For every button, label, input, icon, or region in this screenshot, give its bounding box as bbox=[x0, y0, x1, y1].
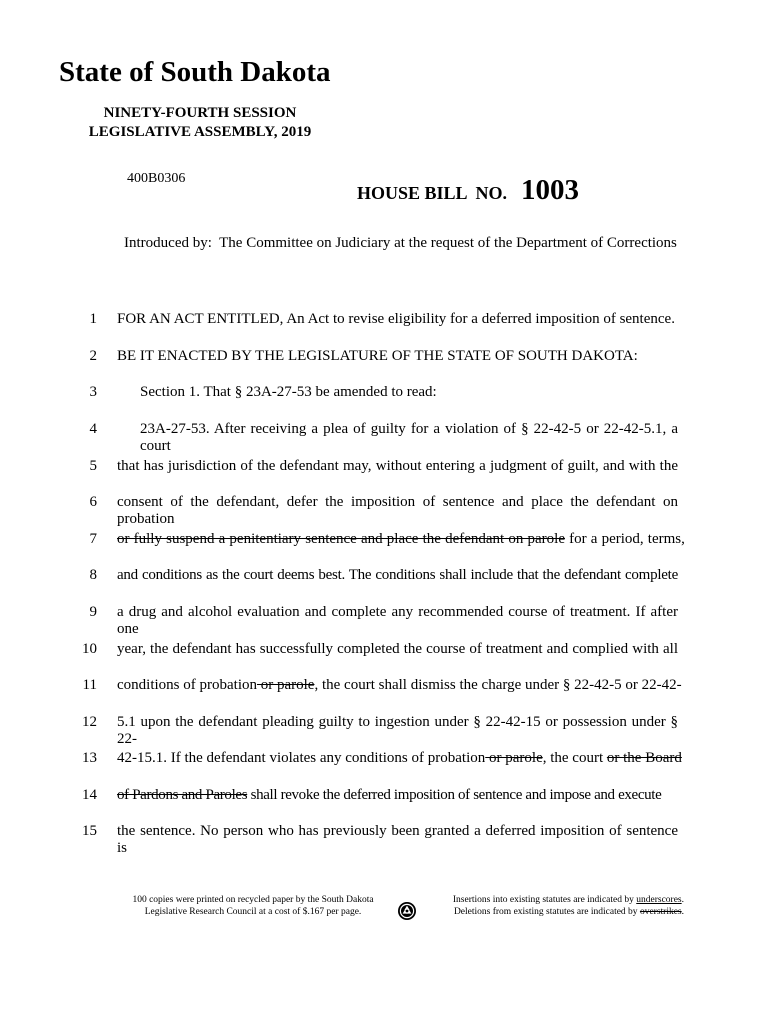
line-number: 13 bbox=[82, 750, 97, 766]
bill-line: that has jurisdiction of the defendant may, without entering a judgment of guilt, and with the bbox=[117, 458, 678, 474]
line-number: 14 bbox=[82, 787, 97, 803]
legend-text: . bbox=[681, 907, 684, 917]
bill-line: the sentence. No person who has previously been granted a deferred imposition of sentence is bbox=[117, 823, 678, 856]
line-text: , the court shall dismiss the charge under § 22-42-5 or 22-42- bbox=[314, 677, 682, 693]
line-number: 8 bbox=[89, 567, 97, 583]
line-number: 2 bbox=[89, 348, 97, 364]
bill-number: 1003 bbox=[521, 174, 580, 206]
deleted-text: or parole bbox=[256, 677, 315, 693]
line-number: 5 bbox=[89, 458, 97, 474]
printing-note bbox=[110, 894, 396, 918]
overstrikes-sample: overstrikes bbox=[639, 907, 682, 917]
bill-line: year, the defendant has successfully completed the course of treatment and complied with all bbox=[117, 641, 678, 657]
introduced-by: Introduced by: The Committee on Judiciary at the request of the Department of Corrections bbox=[124, 235, 677, 251]
line-number: 1 bbox=[89, 311, 97, 327]
line-number: 15 bbox=[82, 823, 97, 839]
line-text: 42-15.1. If the defendant violates any conditions of probation bbox=[117, 750, 486, 766]
line-number: 4 bbox=[89, 421, 97, 437]
state-title: State of South Dakota bbox=[59, 56, 331, 88]
assembly-prefix: LEGISLATIVE ASSEMBLY, bbox=[88, 124, 278, 140]
line-text: shall revoke the deferred imposition of sentence and impose and execute bbox=[247, 787, 662, 803]
bill-line: 23A-27-53. After receiving a plea of guilty for a violation of § 22-42-5 or 22-42-5.1, a court bbox=[140, 421, 678, 454]
underscores-sample: underscores bbox=[636, 895, 682, 905]
bill-line: a drug and alcohol evaluation and complete any recommended course of treatment. If after one bbox=[117, 604, 678, 637]
deleted-text: or parole bbox=[485, 750, 543, 766]
session-block bbox=[80, 104, 320, 142]
line-number: 9 bbox=[89, 604, 97, 620]
bill-line bbox=[117, 750, 682, 767]
deleted-text: of Pardons and Paroles bbox=[117, 787, 248, 803]
bill-line: Section 1. That § 23A-27-53 be amended to read: bbox=[140, 384, 437, 400]
bill-line: BE IT ENACTED BY THE LEGISLATURE OF THE STATE OF SOUTH DAKOTA: bbox=[117, 348, 638, 364]
line-number: 10 bbox=[82, 641, 97, 657]
assembly-year: 2019 bbox=[281, 124, 312, 140]
line-number: 6 bbox=[89, 494, 97, 510]
bill-line: 5.1 upon the defendant pleading guilty to ingestion under § 22-42-15 or possession under § 22- bbox=[117, 714, 678, 747]
printing-note-line: Legislative Research Council at a cost of $.167 per page. bbox=[144, 907, 362, 917]
insertions-note bbox=[426, 894, 684, 906]
line-number: 11 bbox=[82, 677, 97, 693]
bill-heading bbox=[357, 174, 579, 207]
session-name: NINETY-FOURTH SESSION bbox=[103, 105, 297, 121]
deletions-note bbox=[426, 906, 684, 918]
line-number: 12 bbox=[82, 714, 97, 730]
printing-note-line: 100 copies were printed on recycled paper by the South Dakota bbox=[132, 895, 374, 905]
statute-legend bbox=[426, 894, 684, 918]
legend-text: Deletions from existing statutes are indicated by bbox=[453, 907, 640, 917]
legend-text: . bbox=[681, 895, 684, 905]
bill-line bbox=[117, 531, 685, 548]
bill-label: HOUSE BILL NO. bbox=[357, 183, 508, 203]
bill-line bbox=[117, 677, 682, 694]
line-text: for a period, terms, bbox=[564, 531, 685, 547]
bill-line bbox=[117, 787, 678, 804]
line-number: 7 bbox=[89, 531, 97, 547]
line-text: , the court bbox=[542, 750, 607, 766]
legend-text: Insertions into existing statutes are indicated by bbox=[452, 895, 637, 905]
assembly-line bbox=[80, 123, 320, 142]
deleted-text: or the Board bbox=[606, 750, 682, 766]
recycle-logo-icon bbox=[397, 901, 417, 921]
line-text: conditions of probation bbox=[117, 677, 257, 693]
line-number: 3 bbox=[89, 384, 97, 400]
bill-line: consent of the defendant, defer the imposition of sentence and place the defendant on probation bbox=[117, 494, 678, 527]
bill-code: 400B0306 bbox=[127, 171, 186, 186]
bill-line: and conditions as the court deems best. The conditions shall include that the defendant complete bbox=[117, 567, 678, 583]
deleted-text: or fully suspend a penitentiary sentence and place the defendant on parole bbox=[117, 531, 565, 547]
bill-line: FOR AN ACT ENTITLED, An Act to revise eligibility for a deferred imposition of sentence. bbox=[117, 311, 675, 327]
